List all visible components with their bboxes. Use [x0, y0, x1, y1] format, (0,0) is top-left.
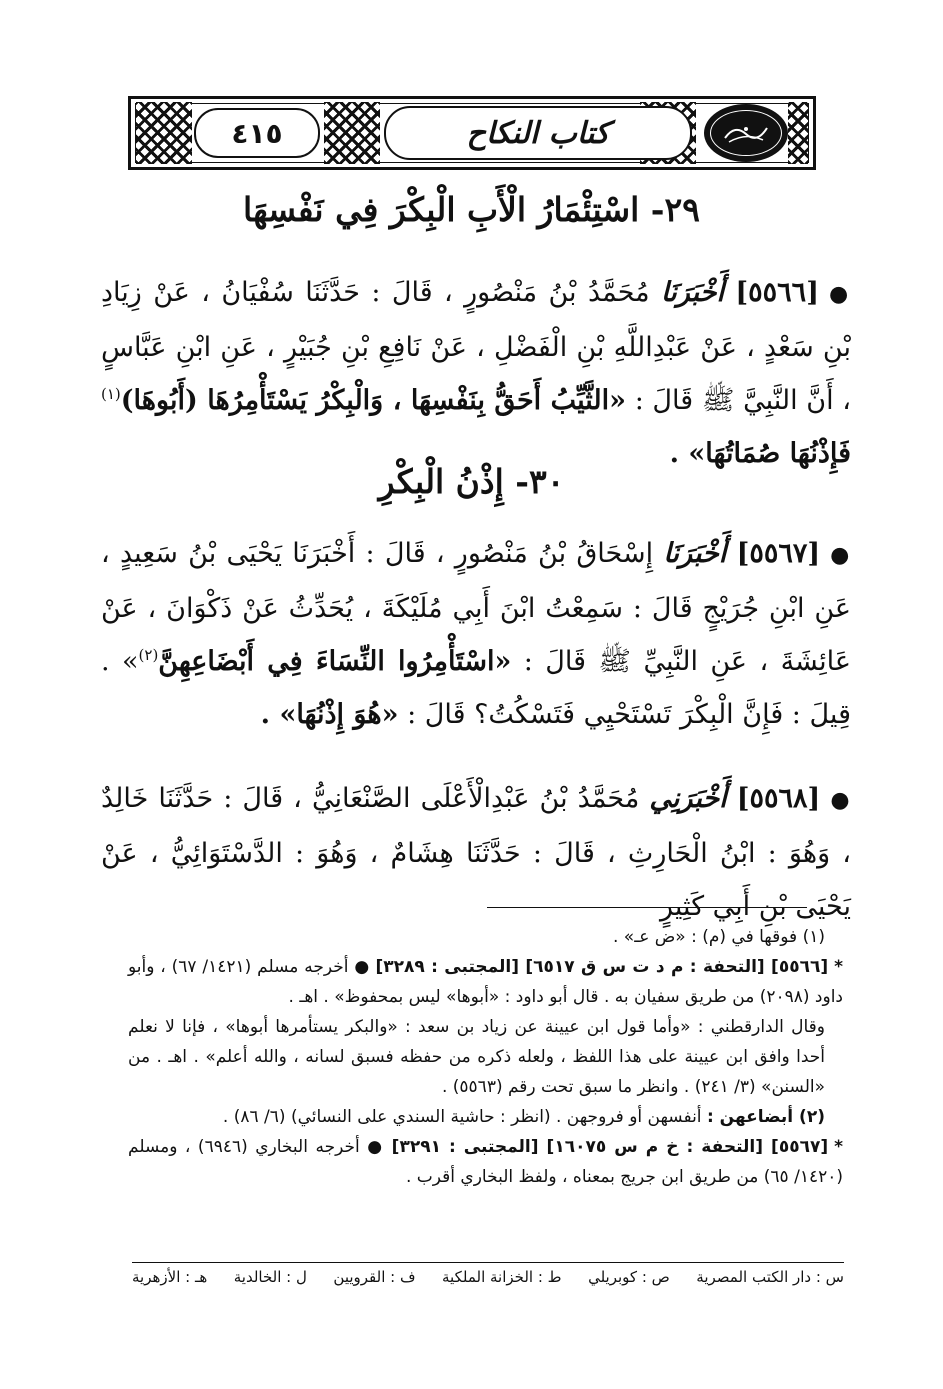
- footnote-ref[interactable]: (١): [101, 385, 121, 403]
- matn-text: «الثَّيِّبُ أَحَقُّ بِنَفْسِهَا ، وَالْبِكْرُ يَسْتَأْمِرُهَا (أَبُوهَا): [120, 385, 627, 416]
- isnad-text: إِسْحَاقُ بْنُ مَنْصُورٍ ، قَالَ : أَخْبَرَنَا يَحْيَى بْنُ سَعِيدٍ ، عَنِ ابْنِ جُرَيْجٍ قَالَ : سَمِعْتُ ابْنَ أَبِي مُلَيْكَةَ ، يُحَدِّثُ عَنْ ذَكْوَانَ ، عَنْ عَائِشَةَ ، عَنِ النَّبِيِّ ﷺ قَالَ :: [101, 538, 851, 677]
- matn-answer: «هُوَ إِذْنُهَا» .: [260, 699, 399, 730]
- isnad-text: مُحَمَّدُ بْنُ عَبْدِالْأَعْلَى الصَّنْعَانِيُّ ، قَالَ : حَدَّثَنَا خَالِدٌ ، وَهُوَ : ابْنُ الْحَارِثِ ، قَالَ : حَدَّثَنَا هِشَامٌ ، وَهُوَ : الدَّسْتَوَائِيُّ ، عَنْ يَحْيَى بْنِ أَبِي كَثِيرٍ: [101, 783, 851, 922]
- matn-continuation: » . قِيلَ : فَإِنَّ الْبِكْرَ تَسْتَحْيِي فَتَسْكُتُ؟ قَالَ :: [101, 646, 851, 730]
- narration-word: أَخْبَرَنَا: [661, 277, 724, 308]
- star-icon: *: [834, 957, 844, 977]
- siglum: ص : كوبريلي: [588, 1268, 670, 1286]
- footnotes: [128, 922, 843, 1192]
- takhrij-5566-note: وقال الدارقطني : «وأما قول ابن عيينة عن زياد بن سعد : «والبكر يستأمرها أبوها» ، فإنا لا نعلم أحدا وافق ابن عيينة على هذا اللفظ ، ولعله ذكره من حفظه فسبق لسانه ، والله أعلم» . اهـ . من «السنن» (٣/ ٢٤١) . وانظر ما سبق تحت رقم (٥٥٦٣) .: [128, 1017, 825, 1097]
- bullet-icon: ●: [830, 543, 851, 568]
- takhrij-5566-head: [٥٥٦٦] [التحفة : م د ت س ق ٦٥١٧] [المجتبى : ٣٢٨٩]: [375, 957, 829, 977]
- sigla-separator: [132, 1262, 844, 1263]
- takhrij-5566: [128, 952, 843, 1012]
- takhrij-5567-head: [٥٥٦٧] [التحفة : خ م س ١٦٠٧٥] [المجتبى : ٣٢٩١]: [391, 1137, 829, 1157]
- siglum: ف : القرويين: [333, 1268, 416, 1286]
- matn-text: «اسْتَأْمِرُوا النِّسَاءَ فِي أَبْضَاعِهِنَّ: [158, 646, 512, 677]
- footnote-2: [128, 1102, 843, 1132]
- siglum: س : دار الكتب المصرية: [696, 1268, 844, 1286]
- hadith-5568: [101, 772, 851, 933]
- manuscript-sigla: [132, 1268, 844, 1286]
- footnote-1: (١) فوقها في (م) : «ض عـ» .: [613, 927, 825, 947]
- takhrij-5567-body: ● أخرجه البخاري (٦٩٤٦) ، ومسلم (١٤٢٠/ ٦٥) من طريق ابن جريج بمعناه ، ولفظ البخاري أقرب .: [128, 1137, 843, 1187]
- ornament-left: [136, 102, 192, 164]
- chapter-29-title: ٢٩- اسْتِئْمَارُ الْأَبِ الْبِكْرَ فِي نَفْسِهَا: [243, 190, 700, 229]
- takhrij-5567: [128, 1132, 843, 1192]
- footnote-ref[interactable]: (٢): [138, 646, 159, 664]
- isnad-text: مُحَمَّدُ بْنُ مَنْصُورٍ ، قَالَ : حَدَّثَنَا سُفْيَانُ ، عَنْ زِيَادِ بْنِ سَعْدٍ ، عَنْ عَبْدِاللَّهِ بْنِ الْفَضْلِ ، عَنْ نَافِعِ بْنِ جُبَيْرٍ ، عَنِ ابْنِ عَبَّاسٍ ، أَنَّ النَّبِيَّ ﷺ قَالَ :: [101, 277, 851, 416]
- bullet-icon: ●: [830, 788, 852, 813]
- book-title: كتاب النكاح: [384, 106, 692, 160]
- logo-emblem-icon: [710, 110, 782, 156]
- hadith-number: [٥٥٦٦]: [735, 277, 819, 308]
- footnote-2-text: أنفسهن أو فروجهن . (انظر : حاشية السندي على النسائي) (٦/ ٨٦) .: [222, 1107, 702, 1127]
- ornament-right: [788, 102, 808, 164]
- footnote-separator: [487, 907, 807, 908]
- siglum: ط : الخزانة الملكية: [442, 1268, 562, 1286]
- footnote-2-term: (٢) أبضاعهن :: [706, 1107, 825, 1127]
- siglum: هـ : الأزهرية: [132, 1268, 208, 1286]
- bullet-icon: ●: [828, 282, 851, 307]
- star-icon: *: [834, 1137, 843, 1157]
- narration-word: أَخْبَرَنَا: [663, 538, 727, 569]
- publisher-logo: [704, 104, 788, 162]
- hadith-5566: [101, 266, 851, 480]
- siglum: ل : الخالدية: [233, 1268, 307, 1286]
- chapter-30-title: ٣٠- إِذْنُ الْبِكْرِ: [378, 462, 565, 501]
- hadith-number: [٥٥٦٨]: [736, 783, 821, 814]
- takhrij-5566-body: ● أخرجه مسلم (١٤٢١/ ٦٧) ، وأبو داود (٢٠٩٨) من طريق سفيان به . قال أبو داود : «أبوها» ليس بمحفوظ» . اهـ .: [128, 957, 843, 1007]
- narration-word: أَخْبَرَنِي: [649, 783, 727, 814]
- hadith-5567: [101, 527, 851, 741]
- hadith-number: [٥٥٦٧]: [736, 538, 821, 569]
- page-header: [128, 96, 816, 170]
- page-number: ٤١٥: [194, 108, 320, 158]
- ornament-mid-left: [324, 102, 380, 164]
- matn-text-end: فَإِذْنُهَا صُمَاتُهَا» .: [669, 438, 851, 469]
